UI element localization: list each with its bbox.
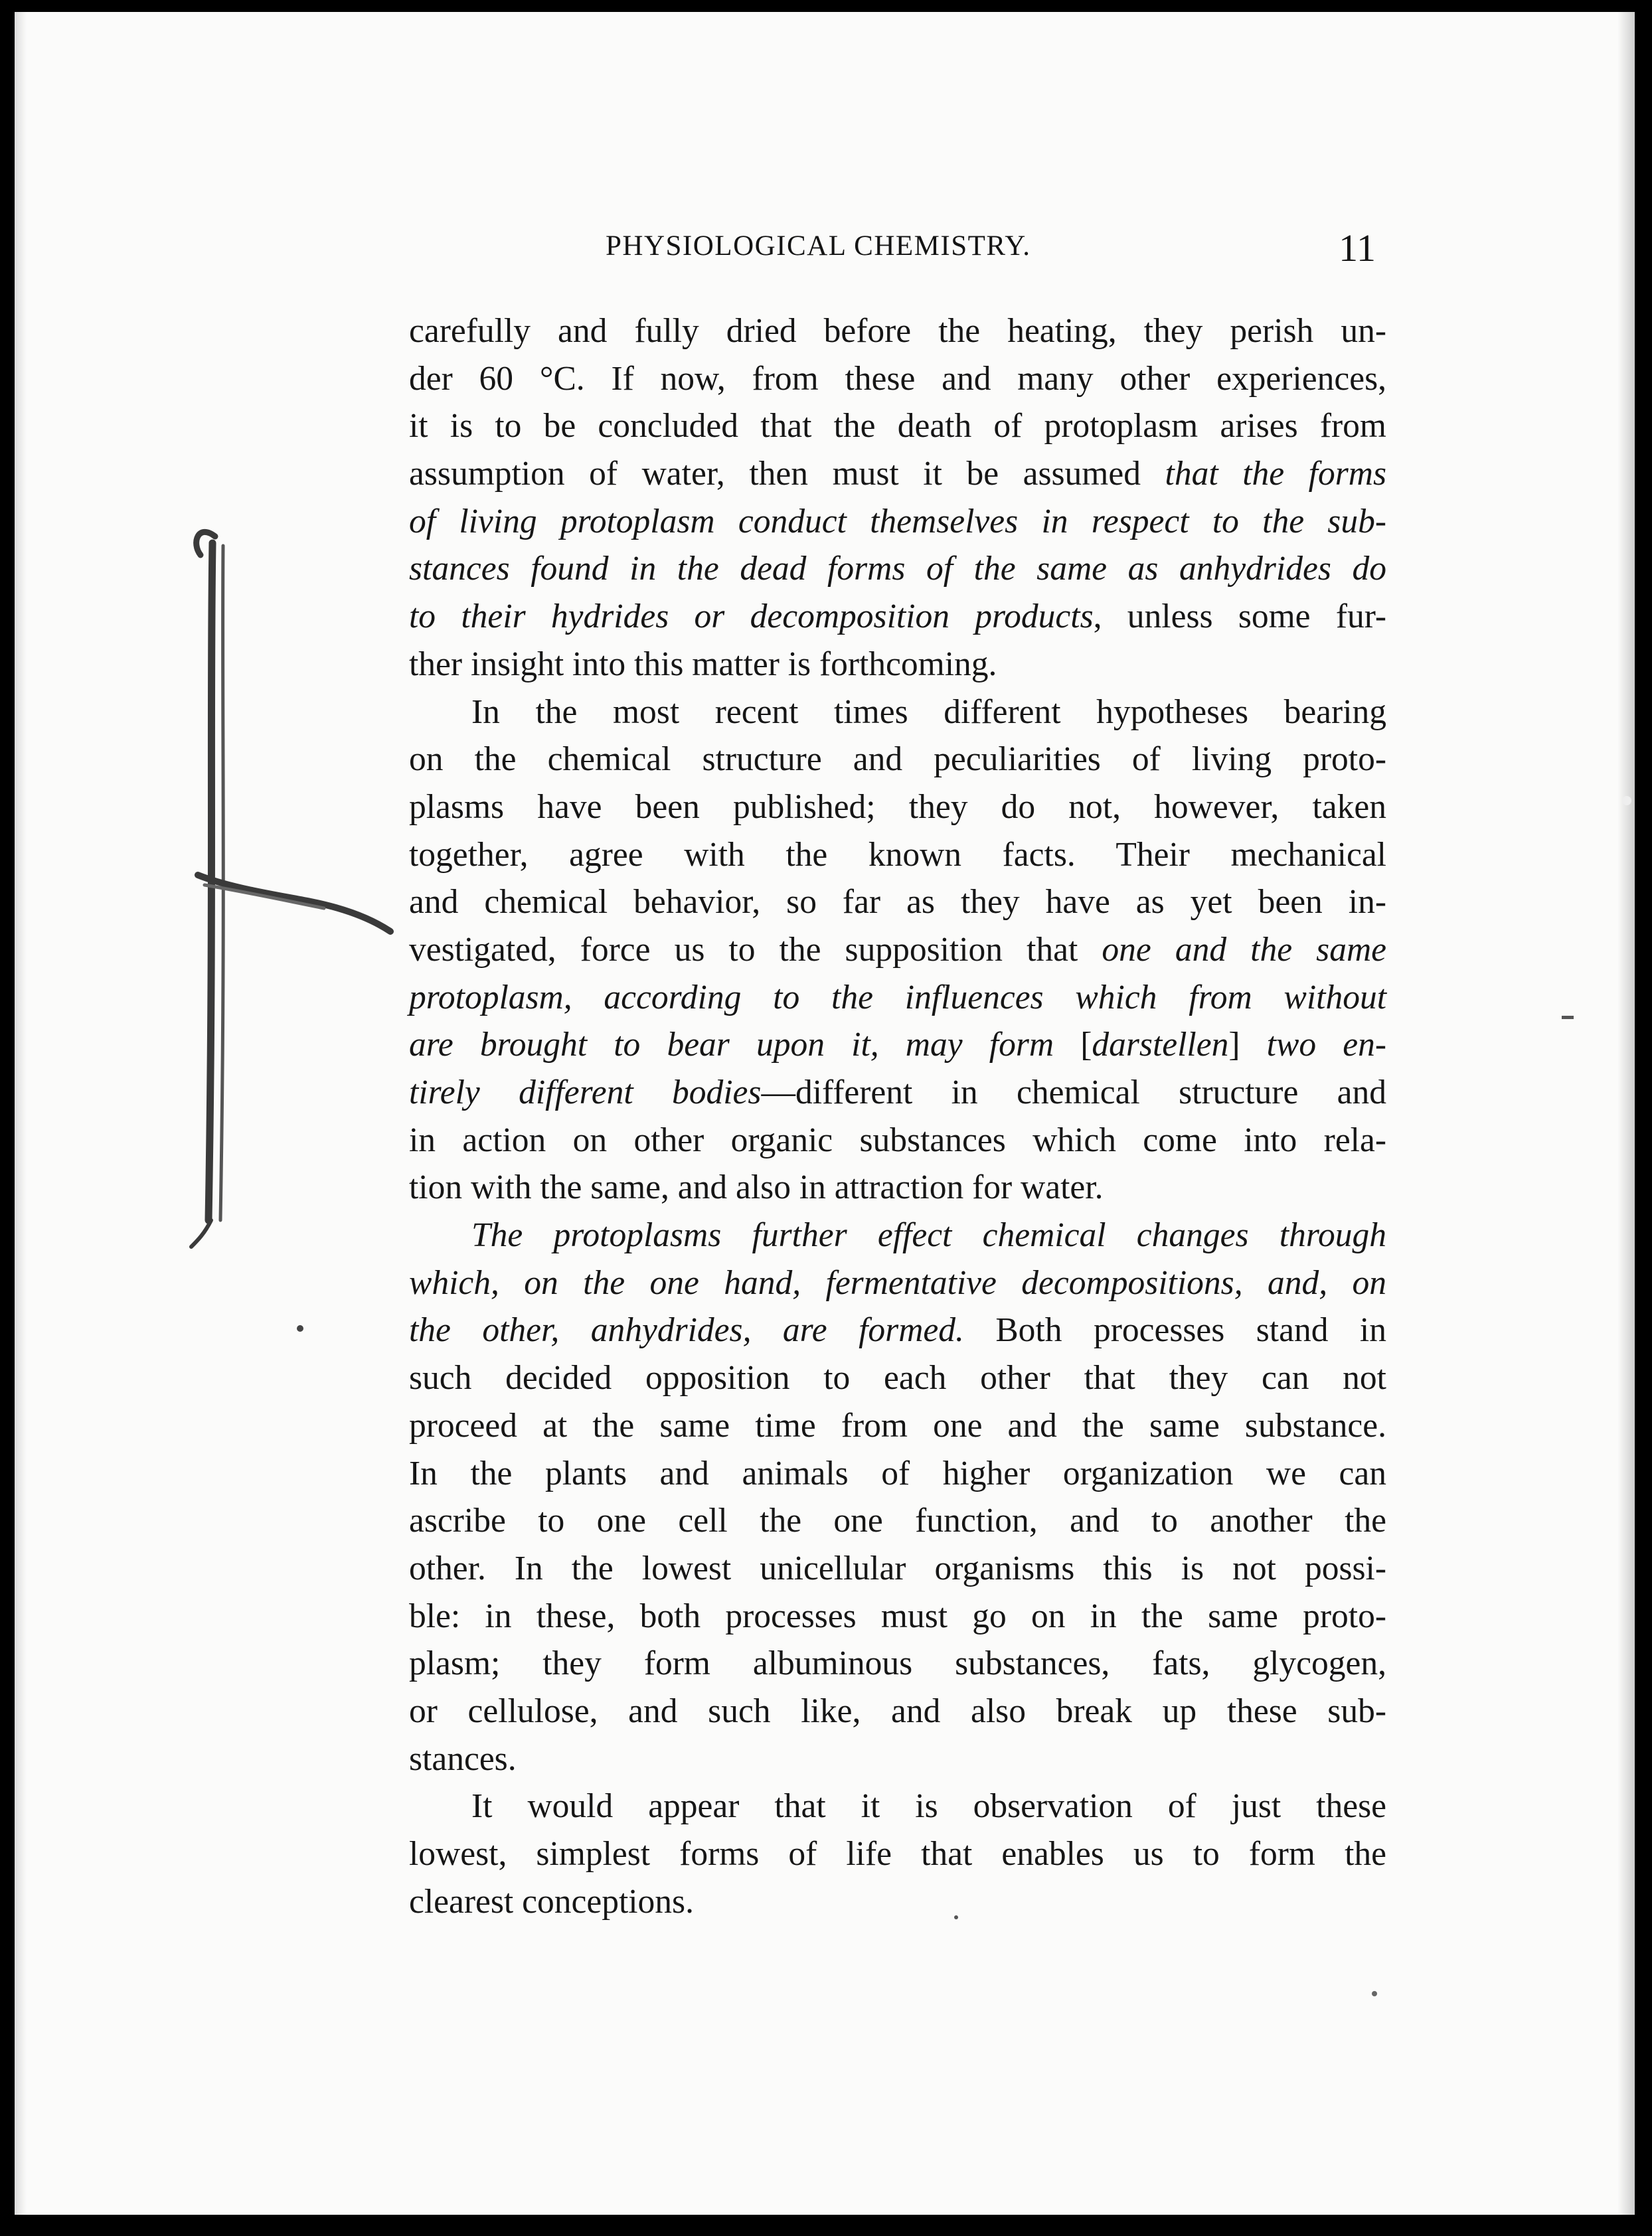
page-number: 11 [1339, 226, 1376, 270]
text-run: it is to be concluded that the death of protoplasm arises from [409, 407, 1386, 445]
text-run: vestigated, force us to the supposition that [409, 930, 1102, 969]
italic-text-run: that the forms [1165, 455, 1387, 493]
text-run: —different in chemical structure and [761, 1074, 1386, 1111]
text-run: on the chemical structure and peculiarities of living proto- [409, 740, 1386, 779]
text-run: [ [1080, 1026, 1092, 1064]
italic-text-run: the other, anhydrides, are formed. [409, 1311, 964, 1350]
italic-text-run: darstellen [1092, 1026, 1229, 1064]
text-run: together, agree with the known facts. Their mechanical [409, 835, 1386, 874]
text-run: clearest conceptions. [409, 1882, 694, 1921]
text-run: In the most recent times different hypotheses bearing [471, 692, 1386, 731]
text-run: Both processes stand in [963, 1311, 1386, 1350]
italic-text-run: two en- [1266, 1026, 1386, 1064]
text-run: carefully and fully dried before the heating, they perish un- [409, 312, 1386, 350]
text-run: or cellulose, and such like, and also break up these sub- [409, 1692, 1386, 1730]
italic-text-run: stances found in the dead forms of the same as anhydrides do [409, 550, 1386, 588]
text-run: , unless some fur- [1093, 598, 1386, 636]
italic-text-run: which, on the one hand, fermentative decompositions, and, on [409, 1263, 1386, 1302]
text-run: stances. [409, 1739, 517, 1778]
text-run: tion with the same, and also in attraction for water. [409, 1168, 1104, 1207]
italic-text-run: The protoplasms further effect chemical changes through [471, 1216, 1386, 1255]
text-run: other. In the lowest unicellular organisms this is not possi- [409, 1549, 1386, 1587]
text-run: It would appear that it is observation of just these [471, 1787, 1386, 1826]
text-run: assumption of water, then must it be assumed [409, 455, 1165, 493]
text-run: ble: in these, both processes must go on in the same proto- [409, 1597, 1386, 1635]
italic-text-run: are brought to bear upon it, may form [409, 1026, 1081, 1064]
text-run: lowest, simplest forms of life that enables us to form the [409, 1835, 1386, 1873]
running-title: PHYSIOLOGICAL CHEMISTRY. [606, 230, 1031, 262]
italic-text-run: protoplasm, according to the influences which from without [409, 978, 1386, 1016]
text-run: In the plants and animals of higher organization we can [409, 1454, 1386, 1492]
page-specks [15, 12, 1635, 2215]
text-run: ] [1228, 1026, 1267, 1064]
italic-text-run: to their hydrides or decomposition products [409, 598, 1094, 636]
text-run: plasm; they form albuminous substances, fats, glycogen, [409, 1644, 1386, 1683]
text-run: ascribe to one cell the one function, and to another the [409, 1502, 1386, 1540]
text-run: and chemical behavior, so far as they have as yet been in- [409, 883, 1386, 921]
text-run: such decided opposition to each other that they can not [409, 1359, 1386, 1398]
text-run: der 60 °C. If now, from these and many other experiences, [409, 359, 1386, 398]
text-run: in action on other organic substances which come into rela- [409, 1121, 1386, 1159]
text-run: proceed at the same time from one and the same substance. [409, 1406, 1386, 1445]
italic-text-run: of living protoplasm conduct themselves in respect to the sub- [409, 502, 1386, 540]
text-run: ther insight into this matter is forthcoming. [409, 645, 997, 683]
book-page [15, 12, 1635, 2215]
text-run: plasms have been published; they do not, however, taken [409, 787, 1386, 826]
italic-text-run: tirely different bodies [409, 1074, 762, 1111]
italic-text-run: one and the same [1102, 930, 1386, 969]
